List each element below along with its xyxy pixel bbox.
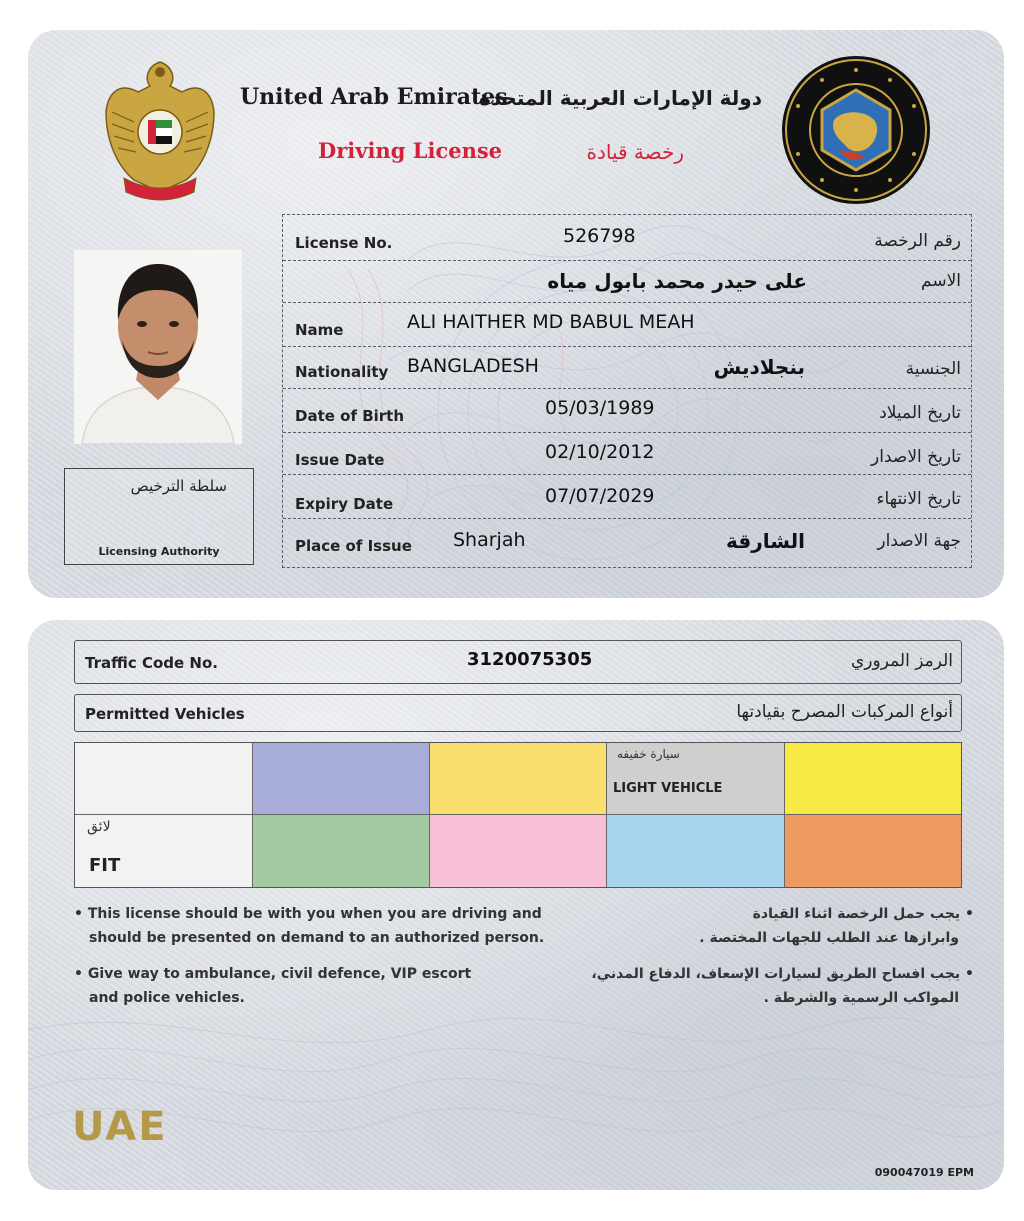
bullet-icon: • [74, 906, 88, 922]
gcc-seal-icon [780, 54, 932, 206]
notes-ar [534, 902, 974, 1010]
uae-hologram-mark: UAE [72, 1104, 168, 1150]
issue-date-value: 02/10/2012 [545, 441, 655, 463]
place-of-issue-label: Place of Issue [295, 537, 412, 555]
permitted-vehicles-label: Permitted Vehicles [85, 705, 245, 723]
licensing-authority-label-en: Licensing Authority [98, 545, 220, 558]
note-1-line1: This license should be with you when you are driving and [87, 906, 542, 922]
country-title-ar: دولة الإمارات العربية المتحدة [479, 86, 762, 110]
fit-label: FIT [89, 855, 121, 876]
license-no-label: License No. [295, 234, 393, 252]
licensing-authority-box [64, 468, 254, 565]
note-2-line2: and police vehicles. [89, 990, 245, 1006]
issue-date-label-ar: تاريخ الاصدار [871, 447, 961, 467]
row-dob [283, 389, 971, 433]
vehicle-cell-green [253, 815, 430, 887]
place-of-issue-label-ar: جهة الاصدار [877, 531, 961, 551]
vehicle-cell-pink [430, 815, 607, 887]
country-title-en: United Arab Emirates [240, 84, 508, 110]
card-serial-number: 090047019 EPM [874, 1166, 974, 1179]
nationality-value-ar: بنجلاديش [713, 355, 805, 379]
vehicle-category-grid [74, 742, 962, 888]
permitted-vehicles-bar [74, 694, 962, 732]
traffic-code-value: 3120075305 [467, 649, 593, 670]
row-issue-date [283, 433, 971, 475]
row-nationality [283, 347, 971, 389]
note-1 [74, 902, 544, 926]
place-of-issue-value: Sharjah [453, 529, 526, 551]
expiry-date-label: Expiry Date [295, 495, 394, 513]
light-vehicle-label: LIGHT VEHICLE [613, 781, 723, 796]
vehicle-cell-blue [607, 815, 785, 887]
row-name-ar [283, 261, 971, 303]
bullet-icon: • [74, 966, 88, 982]
expiry-date-label-ar: تاريخ الانتهاء [876, 489, 961, 509]
expiry-date-value: 07/07/2029 [545, 485, 655, 507]
licensing-authority-label-ar: سلطة الترخيص [130, 477, 227, 495]
note-ar-1-line2: وابرازها عند الطلب للجهات المختصة . [699, 930, 959, 946]
fit-label-ar: لائق [87, 819, 111, 835]
row-license-no [283, 215, 971, 261]
document-title-en: Driving License [318, 138, 503, 163]
name-value: ALI HAITHER MD BABUL MEAH [407, 311, 695, 333]
note-ar-1-line1: يجب حمل الرخصة اثناء القيادة [752, 906, 961, 922]
holder-photo [74, 250, 242, 444]
traffic-code-bar [74, 640, 962, 684]
name-value-ar: على حيدر محمد بابول مياه [547, 269, 807, 293]
person-portrait-icon [74, 250, 242, 444]
light-vehicle-label-ar: سيارة خفيفه [617, 747, 680, 761]
bullet-icon: • [960, 906, 974, 922]
license-back-card [28, 620, 1004, 1190]
vehicle-cell-purple [253, 743, 430, 815]
license-front-card [28, 30, 1004, 598]
place-of-issue-value-ar: الشارقة [726, 529, 805, 553]
note-2 [74, 962, 544, 986]
dob-value: 05/03/1989 [545, 397, 655, 419]
name-label-ar: الاسم [921, 271, 961, 291]
uae-falcon-emblem-icon [98, 52, 222, 202]
row-expiry-date [283, 475, 971, 519]
notes-en [74, 902, 544, 1010]
note-ar-1 [534, 902, 974, 926]
note-2-line1: Give way to ambulance, civil defence, VIP escort [87, 966, 472, 982]
vehicle-cell-fit [75, 815, 253, 887]
nationality-value: BANGLADESH [407, 355, 539, 377]
vehicle-cell-light-vehicle [607, 743, 785, 815]
nationality-label: Nationality [295, 363, 389, 381]
license-no-value: 526798 [563, 225, 636, 247]
row-name-en [283, 303, 971, 347]
issue-date-label: Issue Date [295, 451, 385, 469]
row-place-of-issue [283, 519, 971, 567]
note-1-line2: should be presented on demand to an authorized person. [89, 930, 545, 946]
note-ar-2 [534, 962, 974, 986]
vehicle-cell-bright-yellow [785, 743, 961, 815]
dob-label: Date of Birth [295, 407, 405, 425]
license-no-label-ar: رقم الرخصة [874, 231, 961, 251]
permitted-vehicles-label-ar: أنواع المركبات المصرح بقيادتها [736, 702, 953, 722]
note-ar-2-line1: يجب افساح الطريق لسيارات الإسعاف، الدفاع المدني، [591, 966, 961, 982]
vehicle-cell-orange [785, 815, 961, 887]
nationality-label-ar: الجنسية [905, 359, 961, 379]
vehicle-cell-header-blank [75, 743, 253, 815]
bullet-icon: • [960, 966, 974, 982]
license-data-table [282, 214, 972, 568]
note-ar-2-line2: المواكب الرسمية والشرطة . [763, 990, 959, 1006]
document-title-ar: رخصة قيادة [586, 140, 684, 164]
traffic-code-label-ar: الرمز المروري [850, 651, 953, 671]
dob-label-ar: تاريخ الميلاد [879, 403, 961, 423]
vehicle-cell-yellow [430, 743, 607, 815]
name-label: Name [295, 321, 344, 339]
traffic-code-label: Traffic Code No. [85, 654, 218, 672]
